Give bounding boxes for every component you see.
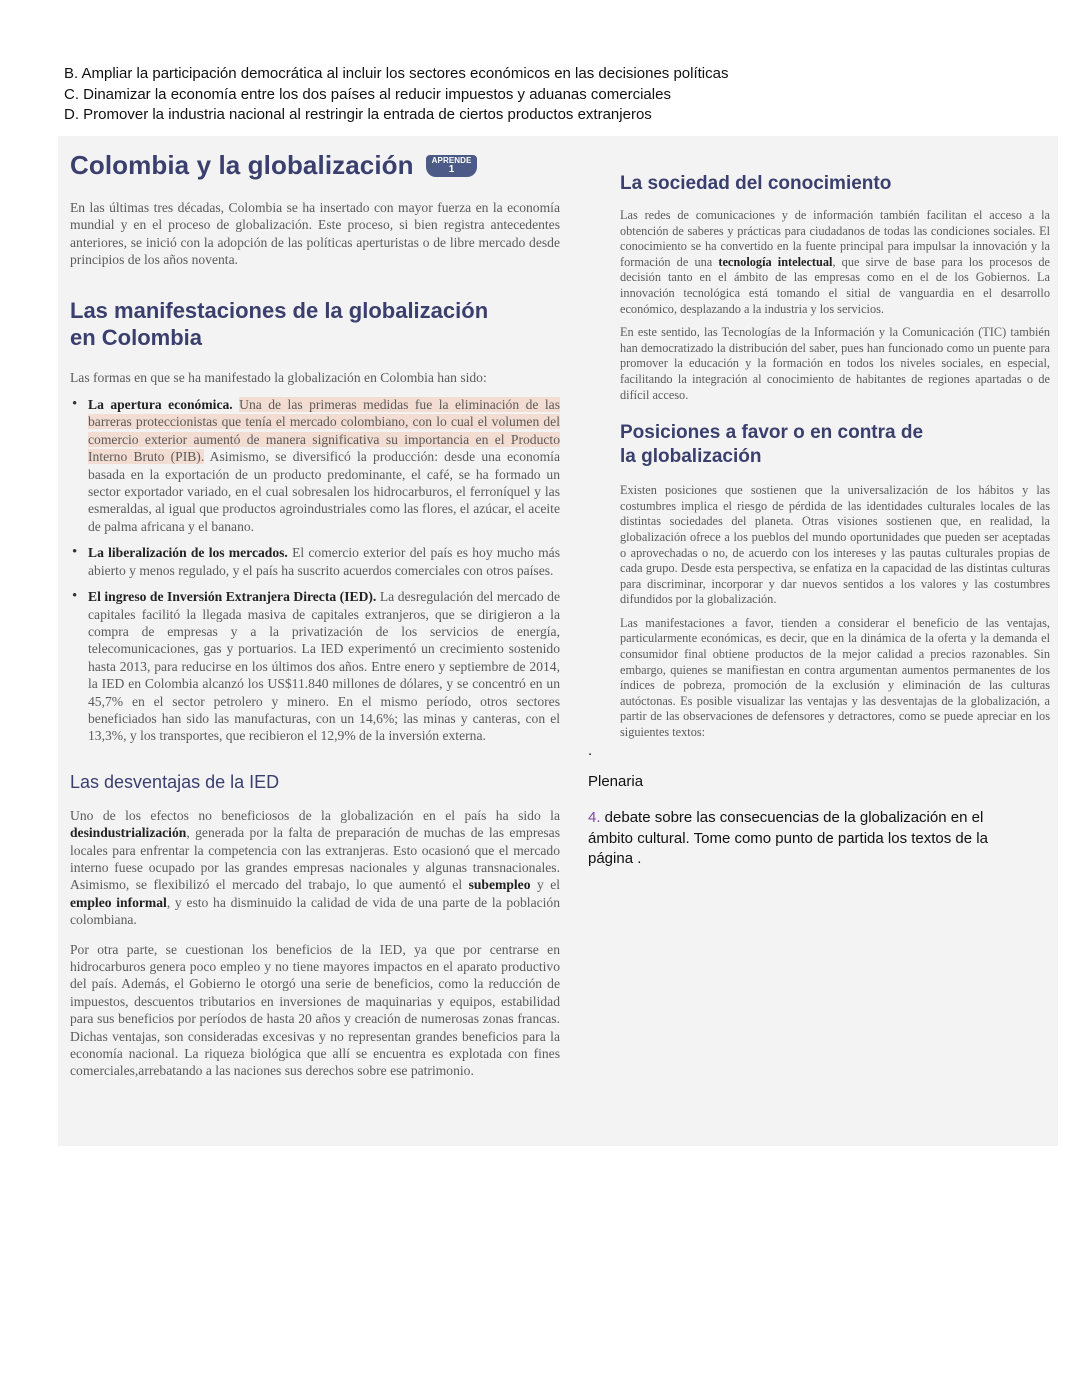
textbook-page (58, 136, 1058, 1146)
manifestaciones-heading: Las manifestaciones de la globalización en Colombia (70, 297, 489, 350)
term-empleo-informal: empleo informal (70, 894, 167, 910)
posiciones-heading: Posiciones a favor o en contra de la globalización (620, 422, 924, 468)
task-text: debate sobre las consecuencias de la globalización en el ámbito cultural. Tome como punto de partida los textos de la página . (588, 809, 988, 867)
plenaria-label: Plenaria (588, 773, 644, 790)
term-subempleo: subempleo (468, 877, 531, 893)
list-item-ied: • El ingreso de Inversión Extranjera Directa (IED). La desregulación del mercado de capitales facilitó la llegada masiva de capitales extranjeros, que se dirigieron a la compra de empresas y a la privatización de los servicios de energía, telecomunicaciones, gas y portuarios. La IED experimentó un crecimiento sostenido hasta 2013, para reducirse en los últimos dos años. Entre enero y septiembre de 2014, la IED en Colombia alcanzó los US$11.840 millones de dólares, y se concentró en un 45,7% en el sector petrolero y minero. En el mismo período, otros sectores beneficiados han sido las manufacturas, con un 14,6%; las minas y canteras, con el 13,3%, y los transportes, que recibieron el 12,9% de la inversión externa. (70, 588, 560, 745)
left-column (70, 136, 560, 1080)
posiciones-paragraph-1: Existen posiciones que sostienen que la universalización de los hábitos y las costumbres implica el riesgo de pérdida de las identidades culturales locales de las distintas sociedades del planeta. Otras visiones sostienen que, en realidad, la globalización ofrece a los pueblos del mundo oportunidades que pueden ser aceptadas o aprovechadas o no, de acuerdo con los intereses y las pautas culturales propias de cada grupo. Desde esta perspectiva, se enfatiza en la capacidad de las distintas culturas para discriminar, incorporar y dar nuevos sentidos a los valores y las costumbres difundidos por la globalización. (620, 483, 1050, 607)
stray-dot: . (588, 742, 593, 759)
desventajas-paragraph-2: Por otra parte, se cuestionan los beneficios de la IED, ya que por centrarse en hidrocarburos genera poco empleo y no tiene mayores impactos en el aparato productivo del país. Además, el Gobierno le otorgó una serie de beneficios, como la reducción de impuestos, descuentos tributarios en inversiones de maquinarias y equipos, estabilidad para sus beneficios por períodos de hasta 20 años y creación de numerosas zonas francas. Dichas ventajas, son consideradas excesivas y no representan grandes beneficios para la economía nacional. La riqueza biológica que allí se encuentra es explotada con fines comerciales,arrebatando a las naciones sus derechos sobre ese patrimonio. (70, 941, 560, 1079)
text-run: y el (530, 877, 560, 893)
page-title (70, 150, 560, 181)
badge-label: APRENDE (431, 155, 472, 165)
bullet-text: El comercio exterior del país es hoy mucho más abierto y menos regulado, y el país ha suscrito acuerdos comerciales con otros países. (88, 545, 560, 578)
badge-number: 1 (448, 163, 455, 175)
bullet-text: Asimismo, se diversificó la producción: desde una economía basada en la exportación de un producto predominante, el café, se ha formado un sector exportador variado, en el cual sobresalen los hidrocarburos, el ferroníquel y las esmeraldas, al igual que productos agroindustriales como las flores, el azúcar, el aceite de palma africana y el banano. (88, 449, 560, 534)
aprende-badge (426, 155, 478, 177)
page-title-text: Colombia y la globalización (70, 150, 414, 180)
sociedad-paragraph-2: En este sentido, las Tecnologías de la Información y la Comunicación (TIC) también han democratizado la distribución del saber, pues han funcionado como un puente para promover la educación y la formación en todos los niveles sociales, en especial, facilitando la integración al conocimiento de habitantes de regiones apartadas o de difícil acceso. (620, 325, 1050, 402)
posiciones-paragraph-2: Las manifestaciones a favor, tienden a considerar el beneficio de las ventajas, particularmente económicas, es decir, que en la dinámica de la oferta y la demanda el consumidor final obtiene productos de la mejor calidad a precios razonables. Sin embargo, quienes se manifiestan en contra argumentan aumentos permanentes de los índices de pobreza, promoción de la exclusión y eliminación de las culturas autóctonas. Es posible visualizar las ventajas y las desventajas de la globalización, a partir de las observaciones de defensores y detractores, como se puede apreciar en los siguientes textos: (620, 615, 1050, 740)
bullet-text: La desregulación del mercado de capitales facilitó la llegada masiva de capitales extranjeros, que se dirigieron a la compra de empresas y a la privatización de los servicios de energía, telecomunicaciones, gas y portuarios. La IED experimentó un crecimiento sostenido hasta 2013, para reducirse en los últimos dos años. Entre enero y septiembre de 2014, la IED en Colombia alcanzó los US$11.840 millones de dólares, y se concentró en un 45,7% en el sector petrolero y minero. En el mismo período, otros sectores beneficiados han sido las manufacturas, con un 14,6%; las minas y canteras, con el 13,3%, y los transportes, que recibieron el 12,9% de la inversión externa. (88, 589, 560, 744)
text-run: , que sirve de base para los procesos de decisión tanto en el ámbito de las empresas como en el de los Gobiernos. La innovación tecnológica está tomando el sitial de vanguardia en el desarrollo económico, desplazando a la industria y los servicios. (620, 254, 1050, 316)
option-c: C. Dinamizar la economía entre los dos países al reducir impuestos y aduanas comerciales (64, 85, 671, 103)
bullet-lead: La apertura económica (88, 397, 230, 413)
answer-options (64, 64, 1024, 126)
text-run: Uno de los efectos no beneficiosos de la globalización en el país ha sido la (70, 807, 560, 823)
bullet-lead: El ingreso de Inversión Extranjera Directa (IED) (88, 589, 373, 605)
plenaria-activity (588, 742, 988, 870)
term-desindustrializacion: desindustrialización (70, 825, 187, 841)
right-column (620, 136, 1050, 741)
highlighted-text: Una de las primeras medidas fue la eliminación de las barreras proteccionistas que tenía el mercado colombiano, con lo cual el volumen del comercio exterior aumentó de manera significativa su importancia en el Producto Interno Bruto (PIB). (88, 397, 561, 465)
manifestaciones-list (70, 396, 560, 745)
option-b: B. Ampliar la participación democrática al incluir los sectores económicos en las decisiones políticas (64, 65, 729, 82)
sociedad-heading: La sociedad del conocimiento (620, 173, 892, 194)
sociedad-paragraph-1 (620, 208, 1050, 317)
intro-paragraph: En las últimas tres décadas, Colombia se ha insertado con mayor fuerza en la economía mundial y en el proceso de globalización. Este proceso, si bien registra antecedentes anteriores, se inició con la adopción de las políticas aperturistas o de libre mercado desde principios de los años noventa. (70, 200, 560, 268)
text-run: , y esto ha disminuido la calidad de vida de una parte de la población colombiana. (70, 894, 561, 928)
plenaria-task (588, 808, 988, 870)
list-item-apertura: • La apertura económica. Una de las primeras medidas fue la eliminación de las barreras proteccionistas que tenía el mercado colombiano, con lo cual el volumen del comercio exterior aumentó de manera significativa su importancia en el Producto Interno Bruto (PIB). Asimismo, se diversificó la producción: desde una economía basada en la exportación de un producto predominante, el café, se ha formado un sector exportador variado, en el cual sobresalen los hidrocarburos, el ferroníquel y las esmeraldas, al igual que productos agroindustriales como las flores, el azúcar, el aceite de palma africana y el banano. (70, 396, 560, 535)
list-item-liberalizacion: • La liberalización de los mercados. El comercio exterior del país es hoy mucho más abierto y menos regulado, y el país ha suscrito acuerdos comerciales con otros países. (70, 544, 560, 579)
bullet-lead: La liberalización de los mercados (88, 545, 285, 561)
text-run: , generada por la falta de preparación de muchas de las empresas locales para enfrentar la competencia con las extranjeras. Esto ocasionó que el mercado interno fuese ocupado por las grandes empresas nacionales y algunas transnacionales. Asimismo, se flexibilizó el mercado del trabajo, lo que aumentó el (70, 825, 560, 893)
option-d: D. Promover la industria nacional al restringir la entrada de ciertos productos extranjeros (64, 106, 652, 123)
desventajas-paragraph-1 (70, 807, 560, 929)
desventajas-heading: Las desventajas de la IED (70, 771, 280, 792)
task-number: 4. (588, 809, 601, 826)
text-run: Las redes de comunicaciones y de información también facilitan el acceso a la obtención de saberes y prácticas para ciudadanos de todas las condiciones sociales. El conocimiento se ha convertido en la fuente principal para impulsar la innovación y la formación de una (620, 208, 1050, 269)
term-tecnologia-intelectual: tecnología intelectual (718, 254, 833, 269)
manifestaciones-intro: Las formas en que se ha manifestado la globalización en Colombia han sido: (70, 369, 487, 385)
